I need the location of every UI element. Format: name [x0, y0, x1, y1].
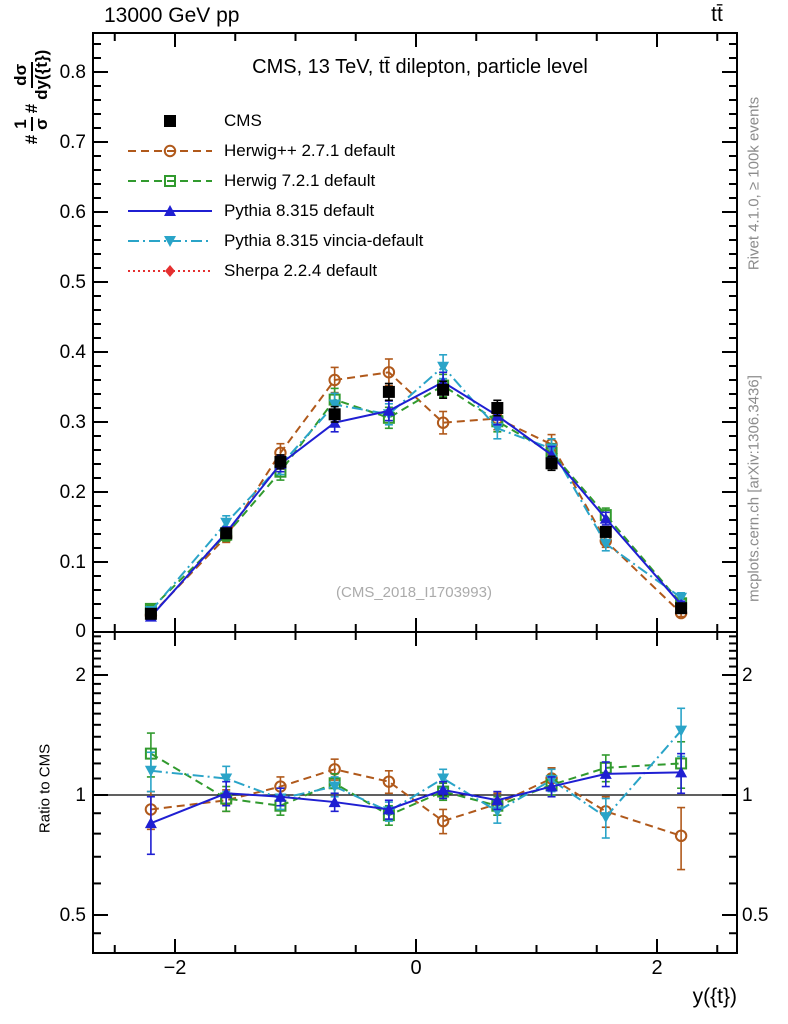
tick-label: 1 [742, 784, 753, 806]
legend-item-herwigpp [126, 136, 423, 166]
tick-label: 2 [742, 664, 753, 686]
legend-marker-pythia [126, 200, 214, 222]
series-vincia [145, 355, 687, 617]
series-herwigpp [146, 359, 687, 620]
tick-label: −2 [163, 957, 187, 979]
tick-label: 0.6 [59, 201, 86, 223]
legend [126, 106, 423, 286]
legend-marker-sherpa [126, 260, 214, 282]
legend-label: Sherpa 2.2.4 default [224, 261, 378, 280]
process-label: tt̄ [711, 3, 723, 26]
tick-label: 2 [75, 664, 86, 686]
legend-label: Herwig 7.2.1 default [224, 171, 376, 190]
legend-marker-herwig7 [126, 170, 214, 192]
legend-marker-herwigpp [126, 140, 214, 162]
series-herwig7 [146, 374, 686, 614]
legend-marker-cms [126, 110, 214, 132]
y-label-fraction-2: dσ dy({t}) [11, 49, 51, 100]
tick-label: 0.5 [59, 271, 86, 293]
legend-item-cms [126, 106, 423, 136]
tick-label: 0.7 [59, 131, 86, 153]
rivet-version-note: Rivet 4.1.0, ≥ 100k events [745, 96, 763, 271]
ratio-axis-label: Ratio to CMS [36, 743, 54, 834]
legend-label: Pythia 8.315 vincia-default [224, 231, 424, 250]
beam-energy-label: 13000 GeV pp [104, 4, 240, 27]
legend-item-sherpa [126, 256, 423, 286]
tick-label: 0.4 [59, 341, 86, 363]
legend-label: CMS [224, 111, 262, 130]
legend-item-herwig7 [126, 166, 423, 196]
analysis-watermark: (CMS_2018_I1703993) [336, 584, 492, 601]
tick-label: 0.2 [59, 481, 86, 503]
y-label-hash: # [22, 134, 41, 145]
mcplots-reference-note: mcplots.cern.ch [arXiv:1306.3436] [745, 375, 763, 602]
tick-label: 2 [651, 957, 663, 979]
y-axis-origin-label: 0 [75, 621, 86, 642]
tick-label: 0.5 [742, 904, 769, 926]
y-label-hash: # [22, 103, 41, 114]
x-axis-label: y({t}) [692, 985, 737, 1008]
tick-label: 0.3 [59, 411, 86, 433]
tick-label: 0 [410, 957, 422, 979]
tick-label: 0.8 [59, 61, 86, 83]
y-label-fraction-1: 1 σ [11, 118, 51, 130]
tick-label: 0.5 [59, 904, 86, 926]
legend-item-pythia [126, 196, 423, 226]
tick-label: 0.1 [59, 551, 86, 573]
legend-label: Pythia 8.315 default [224, 201, 375, 220]
plot-title: CMS, 13 TeV, tt̄ dilepton, particle level [252, 56, 588, 78]
tick-label: 1 [75, 784, 86, 806]
legend-marker-vincia [126, 230, 214, 252]
legend-item-vincia [126, 226, 423, 256]
legend-label: Herwig++ 2.7.1 default [224, 141, 396, 160]
